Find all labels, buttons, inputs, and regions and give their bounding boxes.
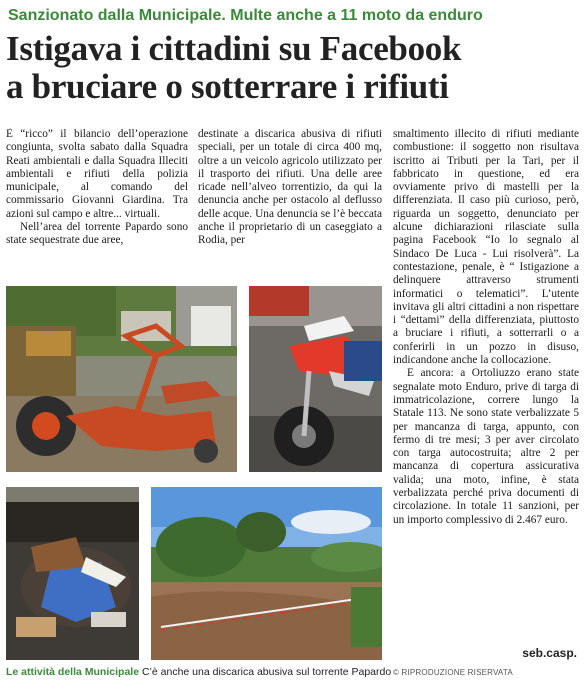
article-headline xyxy=(6,30,581,106)
photo-enduro-motorbike xyxy=(249,286,382,472)
col3-paragraph-1: smaltimento illecito di rifiuti mediante combustione: il soggetto non risultava iscritto ai Tributi per la Tari, per il fabbricato in questione, ed era ovviamente privo di mastelli per la differenziata. Il caso più curioso, però, riguarda un soggetto, denunciato per alcune dichiarazioni rilasciate sulla pagina Facebook “Io lo segnalo al Sindaco De Luca - Lui risolverà”. La contestazione, penale, è “ Istigazione a delinquere attraverso strumenti informatici o telematici”. L’utente invitava gli altri cittadini a non rispettare i “dettami” della differenziata, piuttosto a bruciare i rifiuti, a sotterrarli o a conferirli in un pozzo in disuso, indicandone anche la collocazione. xyxy=(393,128,579,367)
body-column-1 xyxy=(6,128,188,283)
body-column-3 xyxy=(393,128,579,658)
photo-caption xyxy=(6,665,392,679)
col1-paragraph-1: È “ricco” il bilancio dell’operazione congiunta, svolta sabato dalla Squadra Reati ambientali e dalla Squadra Illeciti ambientali e rifiuti della polizia municipale, al comando del commissario Giovanni Giardina. Tra azioni sul campo e altre... virtuali. xyxy=(6,128,188,220)
headline-line-2: a bruciare o sotterrare i rifiuti xyxy=(6,67,449,106)
copyright-notice: © RIPRODUZIONE RISERVATA xyxy=(393,668,513,677)
photo-agricultural-vehicle xyxy=(6,286,237,472)
photo-illegal-dump-papardo xyxy=(151,487,382,660)
caption-title: Le attività della Municipale xyxy=(6,666,140,678)
caption-text: C’è anche una discarica abusiva sul torrente Papardo xyxy=(139,666,392,678)
article-kicker: Sanzionato dalla Municipale. Multe anche a 11 moto da enduro xyxy=(8,7,483,24)
photo-burnt-waste xyxy=(6,487,139,660)
author-signature: seb.casp. xyxy=(522,646,577,660)
col2-paragraph-1: destinate a discarica abusiva di rifiuti speciali, per un totale di circa 400 mq, oltre a un veicolo agricolo utilizzato per il trasporto dei rifiuti. Una delle aree ricade nell’alveo torrentizio, da qui la denuncia anche per ostacolo al deflusso delle acque. Una denuncia se l’è beccata anche il proprietario di un caseggiato a Rodia, per xyxy=(198,128,382,247)
headline-line-1: Istigava i cittadini su Facebook xyxy=(6,29,462,68)
body-column-2 xyxy=(198,128,382,283)
motorbike-image xyxy=(249,286,382,472)
col3-paragraph-2: E ancora: a Ortoliuzzo erano state segnalate moto Enduro, prive di targa di immatricolazione, correre lungo la Statale 113. Ne sono state verbalizzate 5 per mancanza di targa, appunto, con fermo di tre mesi; 3 per aver circolato con targa autocostruita; altre 2 per mancanza di copertura assicurativa valida; una moto, infine, è stata verbalizzata perché priva documenti di circolazione. In totale 11 sanzioni, per un importo complessivo di 2.467 euro. xyxy=(393,367,579,526)
landscape-image xyxy=(151,487,382,660)
col1-paragraph-2: Nell’area del torrente Papardo sono state sequestrate due aree, xyxy=(6,221,188,247)
waste-image xyxy=(6,487,139,660)
tractor-image xyxy=(6,286,237,472)
